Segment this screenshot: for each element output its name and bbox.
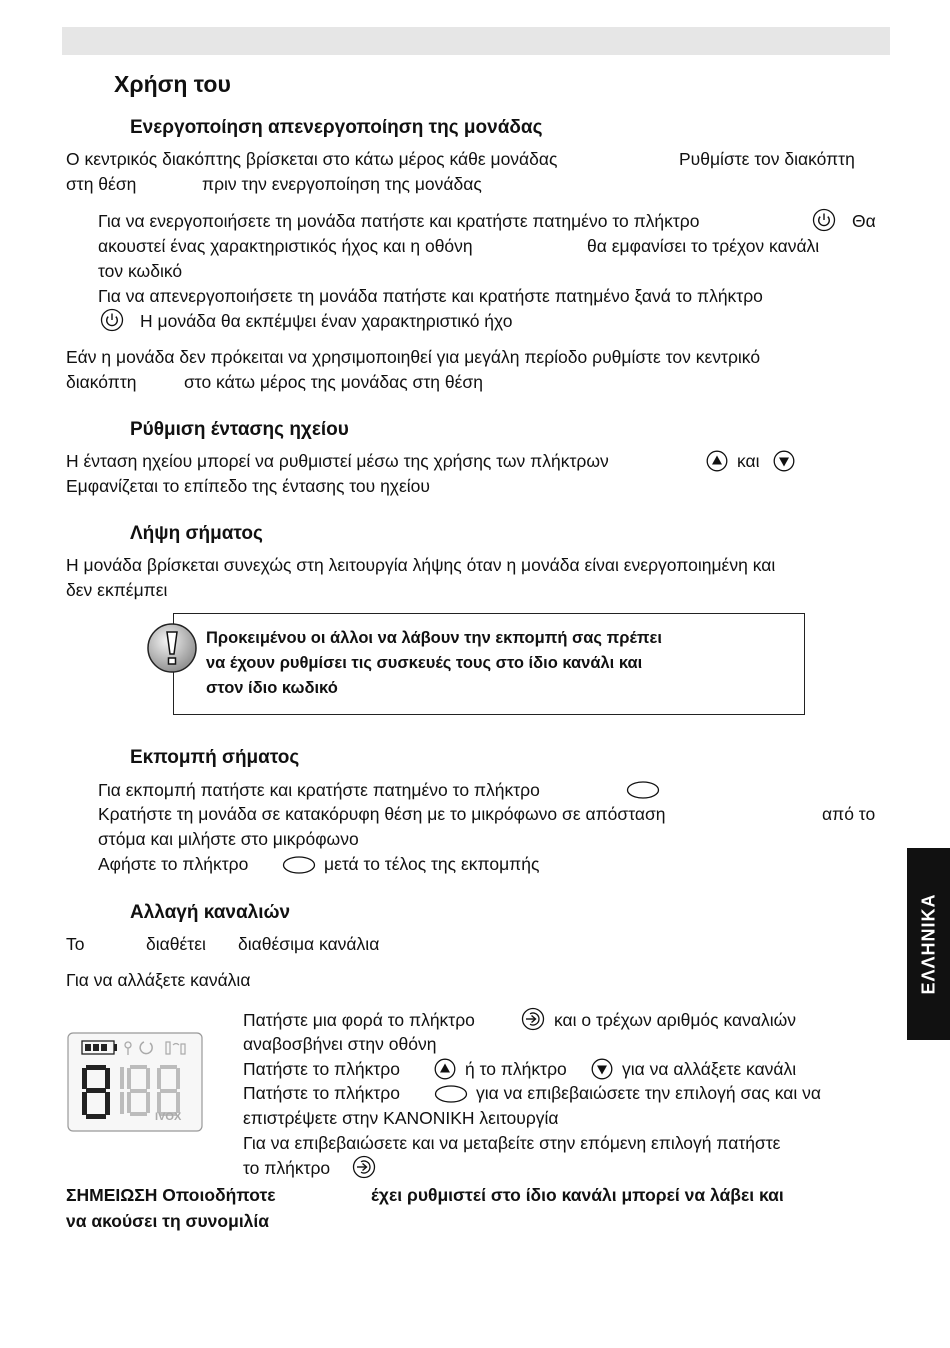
ptt-button-icon bbox=[434, 1084, 468, 1104]
channel-step-text: Για να επιβεβαιώσετε και να μεταβείτε στην επόμενη επιλογή πατήστε bbox=[243, 1133, 781, 1153]
page-title: Χρήση του bbox=[114, 71, 231, 97]
menu-enter-icon bbox=[521, 1007, 545, 1031]
channels-text: διαθέτει bbox=[146, 934, 206, 954]
language-side-tab-label: ΕΛΛΗΝΙΚΑ bbox=[918, 893, 938, 995]
final-note-text: ΣΗΜΕΙΩΣΗ Οποιοδήποτε bbox=[66, 1185, 276, 1205]
channels-text: διαθέσιμα κανάλια bbox=[238, 934, 380, 954]
down-arrow-icon bbox=[773, 450, 795, 472]
power-icon bbox=[812, 208, 836, 232]
power-text: πριν την ενεργοποίηση της μονάδας bbox=[202, 174, 482, 194]
transmit-text: Για εκπομπή πατήστε και κρατήστε πατημένο το πλήκτρο bbox=[98, 780, 540, 800]
power-text: στη θέση bbox=[66, 174, 137, 194]
power-on-text: ακουστεί ένας χαρακτηριστικός ήχος και η οθόνη bbox=[98, 236, 473, 256]
down-arrow-icon bbox=[591, 1058, 613, 1080]
power-icon bbox=[100, 308, 124, 332]
power-off-text: Για να απενεργοποιήσετε τη μονάδα πατήστε και κρατήστε πατημένο ξανά το πλήκτρο bbox=[98, 286, 763, 306]
warning-note-text: στον ίδιο κωδικό bbox=[206, 679, 338, 697]
transmit-text: μετά το τέλος της εκπομπής bbox=[324, 854, 540, 874]
final-note-text: έχει ρυθμιστεί στο ίδιο κανάλι μπορεί να λάβει και bbox=[371, 1185, 784, 1205]
volume-text: Η ένταση ηχείου μπορεί να ρυθμιστεί μέσω της χρήσης των πλήκτρων bbox=[66, 451, 609, 471]
up-arrow-icon bbox=[434, 1058, 456, 1080]
ptt-button-icon bbox=[626, 780, 660, 800]
channel-step-text: και ο τρέχων αριθμός καναλιών bbox=[554, 1010, 797, 1030]
menu-enter-icon bbox=[352, 1155, 376, 1179]
warning-note-text: Προκειμένου οι άλλοι να λάβουν την εκπομπή σας πρέπει bbox=[206, 629, 662, 647]
lcd-display-illustration bbox=[67, 1032, 203, 1132]
channel-step-text: Πατήστε μια φορά το πλήκτρο bbox=[243, 1010, 475, 1030]
channel-step-text: επιστρέψετε στην ΚΑΝΟΝΙΚΗ λειτουργία bbox=[243, 1108, 559, 1128]
power-off-text: Η μονάδα θα εκπέμψει έναν χαρακτηριστικό ήχο bbox=[140, 311, 513, 331]
storage-text: Εάν η μονάδα δεν πρόκειται να χρησιμοποιηθεί για μεγάλη περίοδο ρυθμίστε τον κεντρικό bbox=[66, 347, 761, 367]
transmit-text: Κρατήστε τη μονάδα σε κατακόρυφη θέση με το μικρόφωνο σε απόσταση bbox=[98, 804, 666, 824]
channel-step-text: Πατήστε το πλήκτρο bbox=[243, 1059, 400, 1079]
warning-exclamation-icon bbox=[146, 622, 198, 674]
power-on-text: θα εμφανίσει το τρέχον κανάλι bbox=[587, 236, 820, 256]
display-brand-label: IVOX bbox=[155, 1111, 182, 1123]
channel-step-text: Πατήστε το πλήκτρο bbox=[243, 1083, 400, 1103]
storage-text: στο κάτω μέρος της μονάδας στη θέση bbox=[184, 372, 483, 392]
receive-text: Η μονάδα βρίσκεται συνεχώς στη λειτουργία λήψης όταν η μονάδα είναι ενεργοποιημένη και bbox=[66, 555, 776, 575]
up-arrow-icon bbox=[706, 450, 728, 472]
ptt-button-icon bbox=[282, 855, 316, 875]
channel-step-text: το πλήκτρο bbox=[243, 1158, 331, 1178]
transmit-text: Αφήστε το πλήκτρο bbox=[98, 854, 249, 874]
final-note-text: να ακούσει τη συνομιλία bbox=[66, 1211, 270, 1231]
storage-text: διακόπτη bbox=[66, 372, 137, 392]
section-heading-transmit: Εκπομπή σήματος bbox=[130, 747, 300, 768]
transmit-text: από το bbox=[822, 804, 876, 824]
power-text: Ρυθμίστε τον διακόπτη bbox=[679, 149, 855, 169]
channels-text: Το bbox=[66, 934, 85, 954]
section-heading-volume: Ρύθμιση έντασης ηχείου bbox=[130, 419, 349, 440]
channel-step-text: αναβοσβήνει στην οθόνη bbox=[243, 1034, 437, 1054]
channels-text: Για να αλλάξετε κανάλια bbox=[66, 970, 251, 990]
power-text: Ο κεντρικός διακόπτης βρίσκεται στο κάτω μέρος κάθε μονάδας bbox=[66, 149, 558, 169]
power-on-text: τον κωδικό bbox=[98, 261, 183, 281]
channel-step-text: για να επιβεβαιώσετε την επιλογή σας και να bbox=[476, 1083, 821, 1103]
receive-text: δεν εκπέμπει bbox=[66, 580, 168, 600]
section-heading-power: Ενεργοποίηση απενεργοποίηση της μονάδας bbox=[130, 117, 543, 138]
section-heading-receive: Λήψη σήματος bbox=[130, 523, 263, 544]
volume-text: Εμφανίζεται το επίπεδο της έντασης του ηχείου bbox=[66, 476, 430, 496]
language-side-tab bbox=[907, 848, 950, 1040]
channel-step-text: ή το πλήκτρο bbox=[465, 1059, 567, 1079]
power-on-text: Για να ενεργοποιήσετε τη μονάδα πατήστε και κρατήστε πατημένο το πλήκτρο bbox=[98, 211, 700, 231]
page-header-bar bbox=[62, 27, 890, 55]
transmit-text: στόμα και μιλήστε στο μικρόφωνο bbox=[98, 829, 359, 849]
power-on-text: Θα bbox=[852, 211, 876, 231]
section-heading-channels: Αλλαγή καναλιών bbox=[130, 902, 291, 923]
warning-note-text: να έχουν ρυθμίσει τις συσκευές τους στο ίδιο κανάλι και bbox=[206, 654, 643, 672]
channel-step-text: για να αλλάξετε κανάλι bbox=[622, 1059, 797, 1079]
volume-text: και bbox=[737, 451, 760, 471]
